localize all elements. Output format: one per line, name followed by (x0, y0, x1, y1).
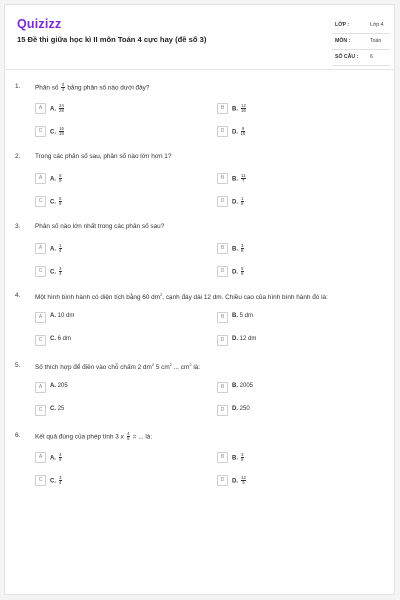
option-prefix: A. (50, 246, 56, 253)
fraction-numerator: 12 (241, 475, 246, 480)
fraction-numerator: 9 (241, 126, 245, 131)
option-prefix: D. (232, 406, 238, 412)
fraction-numerator: 3 (59, 475, 62, 480)
option-letter-box: D (217, 126, 228, 137)
option-prefix: A. (50, 455, 56, 462)
question-number: 4. (15, 292, 21, 299)
meta-value: Lớp 4 (370, 22, 384, 28)
superscript: 2 (169, 362, 172, 367)
option-letter-box: D (217, 196, 228, 207)
option-prefix: B. (232, 455, 238, 462)
option-text (50, 127, 65, 137)
option-prefix: A. (50, 383, 56, 389)
option-letter-box: A (35, 452, 46, 463)
question-text: Số thích hợp để điền vào chỗ chấm 2 $dm^2$ 5 $cm^2$ ... $cm^2$ là: (35, 362, 201, 372)
option-letter-box: C (35, 475, 46, 486)
fraction (59, 267, 62, 277)
option-prefix: C. (50, 336, 56, 342)
option-text (50, 104, 65, 114)
meta-row-count (332, 50, 390, 66)
fraction-denominator: 16 (241, 108, 246, 114)
option-prefix: D. (232, 269, 238, 276)
option-text: C. 6 dm (50, 336, 72, 342)
fraction-denominator: 4 (59, 480, 62, 486)
option-prefix: A. (50, 313, 56, 319)
superscript: 2 (189, 362, 192, 367)
option-letter-box: B (217, 452, 228, 463)
option-prefix: B. (232, 246, 238, 253)
header-divider (5, 69, 394, 70)
option-prefix: B. (232, 176, 238, 183)
fraction-denominator: 18 (59, 131, 64, 137)
option-text (50, 453, 63, 463)
fraction-denominator: 15 (240, 131, 246, 137)
option-text (232, 476, 247, 486)
fraction-numerator: 11 (241, 173, 246, 178)
fraction (59, 476, 62, 486)
superscript: 2 (160, 292, 163, 297)
fraction (241, 267, 244, 277)
option-letter-box: D (217, 266, 228, 277)
meta-label: LỚP : (335, 22, 350, 28)
fraction-denominator: 4 (59, 248, 62, 254)
fraction-numerator: 1 (241, 196, 244, 201)
fraction-numerator: 1 (59, 243, 62, 248)
fraction (127, 432, 130, 442)
meta-row-class (332, 18, 390, 34)
option-prefix: B. (232, 106, 238, 113)
option-prefix: D. (232, 199, 238, 206)
fraction (241, 197, 244, 207)
option-text: A. 10 dm (50, 313, 75, 319)
option-text (232, 104, 247, 114)
question-number: 6. (15, 432, 21, 439)
option-text (232, 453, 245, 463)
option-letter-box: A (35, 173, 46, 184)
superscript: 2 (151, 362, 155, 367)
option-letter-box: D (217, 405, 228, 416)
fraction (241, 244, 244, 254)
option-letter-box: C (35, 196, 46, 207)
option-text: D. 250 (232, 406, 250, 412)
option-text (50, 244, 63, 254)
question-text: Một hình bình hành có diện tích bằng 60 $dm^2$, cạnh đáy dài 12 dm. Chiều cao của hình bình hành đó là: (35, 292, 328, 302)
option-letter-box: B (217, 173, 228, 184)
quizizz-logo: Quizizz (17, 17, 62, 31)
fraction-denominator: 6 (241, 271, 244, 277)
option-text: B. 5 dm (232, 313, 254, 319)
meta-label: SỐ CÂU : (335, 54, 359, 60)
question-text: Phân số nào lớn nhất trong các phân số sau? (35, 223, 165, 230)
option-letter-box: D (217, 475, 228, 486)
option-prefix: A. (50, 176, 56, 183)
fraction-numerator: 8 (59, 173, 62, 178)
fraction-denominator: 7 (242, 178, 245, 184)
fraction (59, 174, 62, 184)
fraction-numerator: 5 (241, 266, 244, 271)
option-text: C. 25 (50, 406, 65, 412)
option-prefix: D. (232, 129, 238, 136)
fraction-denominator: 5 (241, 457, 244, 463)
meta-value: 6 (370, 54, 373, 60)
question-number: 3. (15, 223, 21, 230)
fraction-numerator: 5 (59, 196, 62, 201)
option-text (232, 127, 246, 137)
option-prefix: C. (50, 478, 56, 485)
fraction-denominator: 5 (127, 436, 130, 442)
option-letter-box: D (217, 335, 228, 346)
option-letter-box: A (35, 103, 46, 114)
meta-label: MÔN : (335, 38, 351, 44)
fraction (241, 104, 247, 114)
option-prefix: B. (232, 313, 238, 319)
fraction-numerator: 15 (59, 126, 64, 131)
fraction-denominator: 5 (242, 480, 245, 486)
option-prefix: C. (50, 269, 56, 276)
meta-table (332, 18, 390, 66)
option-letter-box: C (35, 266, 46, 277)
option-letter-box: C (35, 335, 46, 346)
meta-value: Toán (370, 38, 382, 44)
option-letter-box: C (35, 126, 46, 137)
header (5, 5, 394, 67)
meta-row-subject (332, 34, 390, 50)
fraction (61, 83, 64, 93)
option-text (232, 244, 245, 254)
fraction (241, 174, 246, 184)
fraction-denominator: 5 (241, 201, 244, 207)
worksheet-page (4, 4, 395, 595)
option-text (232, 267, 245, 277)
question-text: Kết quả đúng của phép tính 3 x $\frac{4}{5}$ = ... là: (35, 431, 153, 442)
option-text (50, 197, 63, 207)
fraction-numerator: 4 (59, 452, 62, 457)
fraction-numerator: 3 (59, 266, 62, 271)
option-letter-box: B (217, 103, 228, 114)
option-letter-box: B (217, 382, 228, 393)
fraction (241, 476, 247, 486)
question-text: Trong các phân số sau, phân số nào lớn hơn 1? (35, 153, 172, 160)
fraction (59, 453, 62, 463)
fraction-denominator: 9 (59, 178, 62, 184)
option-prefix: A. (50, 106, 56, 113)
option-text (50, 174, 63, 184)
option-letter-box: A (35, 312, 46, 323)
option-prefix: B. (232, 383, 238, 389)
option-letter-box: C (35, 405, 46, 416)
option-text: D. 12 dm (232, 336, 257, 342)
fraction (59, 244, 62, 254)
option-letter-box: A (35, 382, 46, 393)
option-text (232, 197, 245, 207)
option-letter-box: A (35, 243, 46, 254)
fraction-numerator: 3 (61, 82, 65, 87)
option-prefix: D. (232, 478, 238, 485)
fraction-denominator: 8 (241, 248, 244, 254)
option-prefix: D. (232, 336, 238, 342)
question-number: 2. (15, 153, 21, 160)
option-prefix: C. (50, 199, 56, 206)
fraction (241, 453, 244, 463)
fraction (59, 104, 65, 114)
option-letter-box: B (217, 312, 228, 323)
fraction-numerator: 12 (241, 103, 246, 108)
fraction-denominator: 5 (59, 457, 62, 463)
question-number: 1. (15, 83, 21, 90)
option-text: A. 205 (50, 383, 68, 389)
fraction-numerator: 4 (127, 431, 130, 436)
fraction-denominator: 6 (59, 201, 62, 207)
fraction-denominator: 4 (59, 271, 62, 277)
option-letter-box: B (217, 243, 228, 254)
question-text: Phân số $\frac{3}{4}$ bằng phân số nào dưới đây? (35, 82, 150, 93)
fraction-numerator: 24 (59, 103, 64, 108)
fraction (59, 127, 65, 137)
option-text (50, 267, 63, 277)
fraction (241, 127, 246, 137)
option-text: B. 2005 (232, 383, 254, 389)
option-prefix: C. (50, 129, 56, 136)
option-text (232, 174, 247, 184)
fraction-denominator: 28 (59, 108, 64, 114)
fraction-denominator: 4 (61, 87, 65, 93)
option-text (50, 476, 63, 486)
fraction-numerator: 3 (241, 452, 244, 457)
page-title: 15 Đề thi giữa học kì II môn Toán 4 cực hay (đề số 3) (17, 35, 207, 44)
question-number: 5. (15, 362, 21, 369)
option-prefix: C. (50, 406, 56, 412)
fraction-numerator: 3 (241, 243, 244, 248)
fraction (59, 197, 62, 207)
